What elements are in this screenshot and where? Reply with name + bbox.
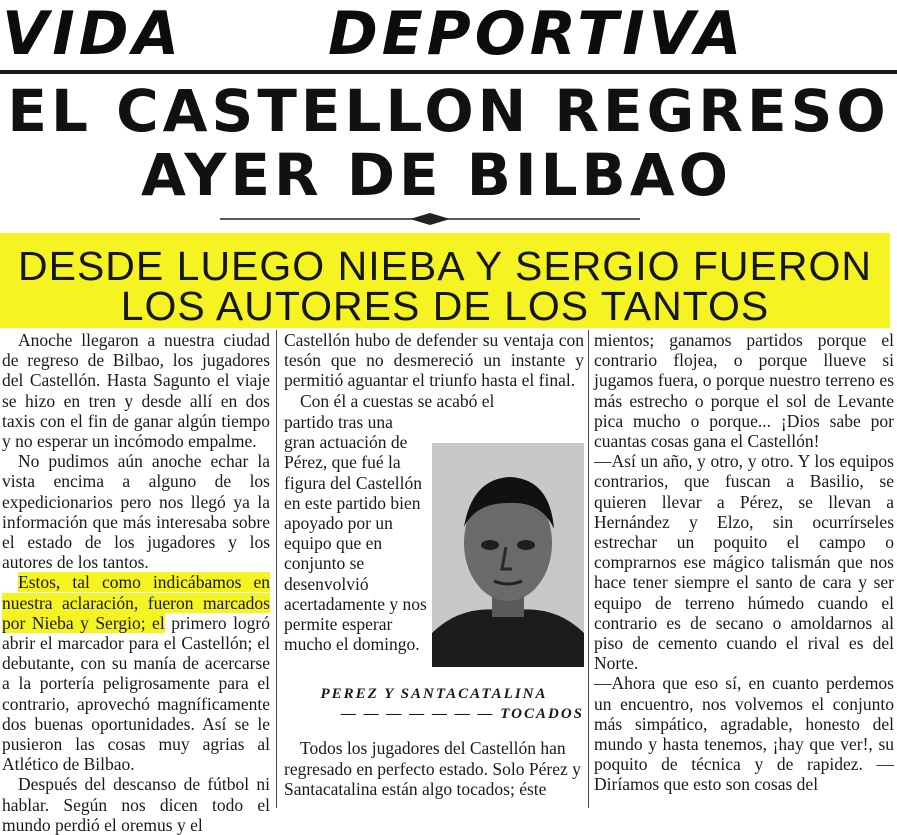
column-2-paragraph-1: Castellón hubo de defender su ventaja con tesón que no desmereció un instante y permitió aguantar el triunfo hasta el final. <box>284 330 584 391</box>
masthead-word-vida: VIDA <box>2 0 183 69</box>
column-2-paragraph-3: Todos los jugadores del Castellón han regresado en perfecto estado. Solo Pérez y Santacatalina están algo tocados; éste <box>284 738 581 799</box>
subheadline-line-2: LOS AUTORES DE LOS TANTOS <box>120 283 770 329</box>
subheading-line-1: PEREZ Y SANTACATALINA <box>320 686 548 702</box>
column-2-paragraph-2-start: Con él a cuestas se acabó el <box>300 390 495 411</box>
article-column-2 <box>284 330 584 411</box>
masthead-rule <box>0 70 897 74</box>
article-column-3 <box>594 330 894 795</box>
section-masthead <box>0 0 897 69</box>
column-3-paragraph-3: —Ahora que eso sí, en cuanto perdemos un encuentro, nos volvemos el conjunto más simpático, agradable, honesto del mundo y hasta tenemos, ¡hay que ver!, su poquito de técnica y de rapidez. —Diríamos que esto son cosas del <box>594 673 894 795</box>
column-1-paragraph-4: Después del descanso de fútbol ni hablar. Según nos dicen todo el mundo perdió el oremus y el <box>2 774 270 835</box>
subheadline-line-1: DESDE LUEGO NIEBA Y SERGIO FUERON <box>18 243 872 289</box>
subheading-line-2: — — — — — — — TOCADOS <box>341 706 584 723</box>
portrait-illustration <box>432 443 584 667</box>
player-portrait-photo <box>432 443 584 667</box>
column-1-paragraph-3-rest: primero logró abrir el marcador para el Castellón; el debutante, con su manía de acercarse a la portería peligrosamente para el contrario, aprovechó magníficamente dos buenas oportunidades. Así se le pusieron las cosas muy agrias al Atlético de Bilbao. <box>2 612 271 775</box>
column-1-paragraph-2: No pudimos aún anoche echar la vista encima a alguno de los expedicionarios pero nos llegó ya la información que más interesaba sobre el estado de los jugadores y los autores de los tantos. <box>2 451 270 573</box>
article-column-1 <box>2 330 270 835</box>
column-1-paragraph-3 <box>2 572 270 774</box>
column-divider-2 <box>588 330 589 808</box>
masthead-word-deportiva: DEPORTIVA <box>328 0 746 69</box>
column-3-paragraph-1: mientos; ganamos partidos porque el contrario flojea, o porque llueve si jugamos fuera, o porque nuestro terreno es más estrecho o porque el sol de Levante pica mucho o porque... ¡Dios sabe por cuantas cosas gana el Castellón! <box>594 330 894 452</box>
column-3-paragraph-2: —Así un año, y otro, y otro. Y los equipos contrarios, que fuscan a Basilio, se quieren llevar a Pérez, se llevan a Hernández y Elzo, sin ocurrírseles estrechar un poquito el campo o comprarnos ese mágico talismán que nos hace tener siempre el santo de cara y ser equipo de terreno húmedo cuando el contrario es de secano o amoldarnos al piso de cemento cuando el rival es del Norte. <box>594 451 894 674</box>
column-divider-1 <box>276 330 277 808</box>
headline-line-1: EL CASTELLON REGRESO <box>7 77 890 145</box>
headline-line-2: AYER DE BILBAO <box>141 141 732 209</box>
column-2-lower <box>284 668 584 799</box>
column-1-paragraph-1: Anoche llegaron a nuestra ciudad de regreso de Bilbao, los jugadores del Castellón. Hasta Sagunto el viaje se hizo en tren y desde allí en dos taxis con el fin de ganar algún tiempo y no esperar un incómodo empalme. <box>2 330 270 452</box>
column-2-paragraph-2-wrap: partido tras una gran actuación de Pérez, que fué la figura del Castellón en este partido bien apoyado por un equipo que en conjunto se desenvolvió acertadamente y nos permite esperar mucho el domingo. <box>284 412 427 655</box>
photo-wrap-text <box>284 412 428 654</box>
highlighted-passage: Estos, tal como indicábamos en nuestra aclaración, fueron marcados por Nieba y Sergio; el <box>2 572 270 633</box>
ornament-divider <box>220 212 640 226</box>
